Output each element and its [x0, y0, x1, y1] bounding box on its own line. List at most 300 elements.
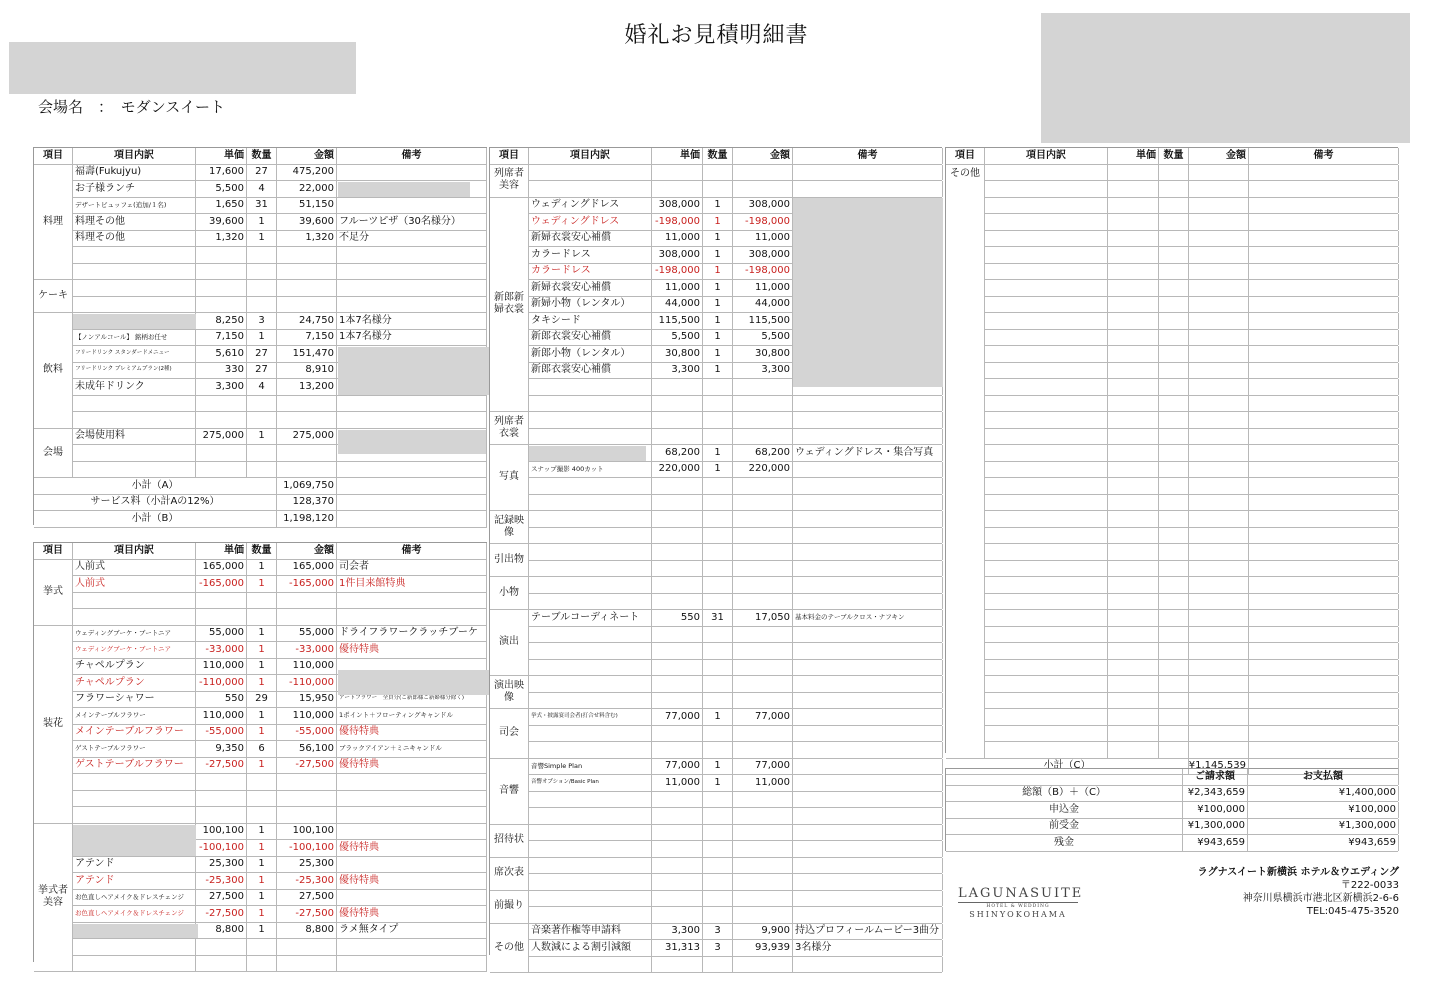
unit-price	[1108, 495, 1159, 511]
table-row	[490, 957, 942, 974]
quantity	[703, 874, 733, 890]
quantity: 1	[247, 626, 277, 642]
item-name	[985, 478, 1108, 494]
table-header-row	[34, 543, 487, 560]
unit-price	[1108, 462, 1159, 478]
item-name	[73, 774, 196, 790]
quantity: 1	[703, 247, 733, 263]
quantity: 6	[247, 741, 277, 757]
unit-price	[196, 791, 247, 807]
amount: 110,000	[277, 708, 337, 724]
table-header-row	[34, 148, 487, 165]
remarks	[1249, 495, 1399, 511]
unit-price	[196, 297, 247, 313]
amount	[733, 181, 793, 197]
quantity	[1159, 379, 1189, 395]
table-row	[946, 379, 1398, 396]
unit-price	[652, 891, 703, 907]
remarks	[1249, 726, 1399, 742]
unit-price	[1108, 247, 1159, 263]
category-label: 席次表	[490, 858, 529, 891]
amount	[277, 807, 337, 823]
unit-price	[1108, 478, 1159, 494]
item-name: 新婦小物（レンタル）	[529, 297, 652, 313]
quantity: 3	[703, 940, 733, 956]
quantity	[1159, 594, 1189, 610]
remarks	[793, 841, 943, 857]
table-row	[946, 693, 1398, 710]
amount	[1189, 660, 1249, 676]
table-row	[34, 939, 487, 956]
amount	[1189, 214, 1249, 230]
item-name	[529, 858, 652, 874]
item-name	[529, 544, 652, 560]
amount	[1189, 346, 1249, 362]
unit-price	[652, 495, 703, 511]
remarks	[1249, 313, 1399, 329]
table-row	[490, 495, 942, 512]
quantity	[247, 280, 277, 296]
table-header-row	[946, 148, 1398, 165]
remarks	[1249, 610, 1399, 626]
table-row	[490, 726, 942, 743]
unit-price	[652, 907, 703, 923]
quantity: 1	[247, 214, 277, 230]
subtotal-value: ¥1,145,539	[1189, 759, 1249, 775]
unit-price	[652, 396, 703, 412]
item-name	[985, 165, 1108, 181]
unit-price	[1108, 528, 1159, 544]
column-header: 項目	[34, 148, 73, 164]
item-name: ゲストテーブルフラワー	[73, 758, 196, 774]
unit-price	[196, 807, 247, 823]
quantity	[247, 956, 277, 972]
remarks	[337, 280, 487, 296]
remarks: 優待特典	[337, 840, 487, 856]
unit-price: 110,000	[196, 708, 247, 724]
remarks: 1件目来館特典	[337, 576, 487, 592]
unit-price	[652, 660, 703, 676]
quantity	[1159, 429, 1189, 445]
amount	[1189, 379, 1249, 395]
remarks: ウェディングドレス・集合写真	[793, 445, 943, 461]
venue-line	[38, 96, 225, 117]
amount: 8,910	[277, 363, 337, 379]
quantity	[703, 544, 733, 560]
amount	[733, 808, 793, 824]
remarks: 1ポイント＋フローティングキャンドル	[337, 708, 487, 724]
column-header: 単価	[1108, 148, 1159, 164]
billed-header: ご請求額	[1183, 769, 1248, 785]
amount: 11,000	[733, 775, 793, 791]
category-label: 飲料	[34, 313, 73, 429]
quantity: 1	[247, 923, 277, 939]
remarks	[793, 891, 943, 907]
unit-price	[652, 643, 703, 659]
unit-price	[1108, 363, 1159, 379]
column-header: 金額	[1189, 148, 1249, 164]
unit-price	[1108, 346, 1159, 362]
amount	[277, 247, 337, 263]
quantity	[1159, 330, 1189, 346]
table-row	[946, 528, 1398, 545]
amount: 44,000	[733, 297, 793, 313]
unit-price	[1108, 379, 1159, 395]
unit-price: 165,000	[196, 560, 247, 576]
quantity	[703, 577, 733, 593]
category-label: 記録映像	[490, 511, 529, 544]
remarks: 優待特典	[337, 873, 487, 889]
quantity: 1	[703, 198, 733, 214]
item-name	[73, 791, 196, 807]
category-label: 新郎新婦衣裳	[490, 198, 529, 413]
amount: 151,470	[277, 346, 337, 362]
amount	[277, 939, 337, 955]
remarks	[1249, 198, 1399, 214]
quantity	[1159, 462, 1189, 478]
redacted-area	[338, 182, 470, 197]
quantity	[247, 609, 277, 625]
remarks	[337, 939, 487, 955]
table-row	[34, 462, 487, 479]
item-name	[985, 610, 1108, 626]
estimate-table-food	[33, 147, 487, 525]
unit-price	[1108, 264, 1159, 280]
remarks	[1249, 709, 1399, 725]
table-row	[34, 214, 487, 231]
subtotal-label: 小計（B）	[34, 511, 277, 527]
amount: 115,500	[733, 313, 793, 329]
unit-price: 8,800	[196, 923, 247, 939]
amount	[1189, 231, 1249, 247]
redacted-customer-block	[9, 42, 356, 94]
estimate-table-other	[945, 147, 1398, 771]
remarks	[1249, 396, 1399, 412]
item-name	[985, 181, 1108, 197]
amount	[277, 280, 337, 296]
unit-price	[652, 412, 703, 428]
amount	[277, 396, 337, 412]
quantity: 27	[247, 363, 277, 379]
table-row	[490, 924, 942, 941]
amount	[733, 396, 793, 412]
remarks	[1249, 544, 1399, 560]
amount: -165,000	[277, 576, 337, 592]
amount: 77,000	[733, 709, 793, 725]
item-name	[73, 956, 196, 972]
amount	[733, 544, 793, 560]
category-label: 写真	[490, 445, 529, 511]
quantity	[247, 445, 277, 461]
item-name: フリードリンク スタンダードメニュー	[73, 346, 196, 362]
unit-price	[652, 165, 703, 181]
remarks	[1249, 297, 1399, 313]
redacted-area	[529, 446, 646, 461]
remarks	[793, 643, 943, 659]
item-name	[529, 478, 652, 494]
quantity	[247, 807, 277, 823]
remarks	[793, 957, 943, 973]
amount	[1189, 297, 1249, 313]
redacted-area	[73, 314, 196, 329]
amount: 93,939	[733, 940, 793, 956]
remarks	[1249, 247, 1399, 263]
quantity	[1159, 627, 1189, 643]
amount	[1189, 693, 1249, 709]
table-row	[946, 742, 1398, 759]
table-row	[946, 165, 1398, 182]
table-row	[490, 940, 942, 957]
quantity	[703, 379, 733, 395]
table-row	[490, 825, 942, 842]
column-header: 項目内訳	[529, 148, 652, 164]
unit-price: 68,200	[652, 445, 703, 461]
quantity: 1	[247, 708, 277, 724]
unit-price: 7,150	[196, 330, 247, 346]
item-name	[985, 330, 1108, 346]
item-name	[985, 214, 1108, 230]
amount	[1189, 594, 1249, 610]
unit-price	[196, 774, 247, 790]
table-row	[490, 693, 942, 710]
summary-row	[946, 786, 1398, 803]
remarks	[793, 396, 943, 412]
quantity: 1	[247, 659, 277, 675]
quantity	[1159, 165, 1189, 181]
amount	[277, 593, 337, 609]
item-name	[529, 693, 652, 709]
quantity: 29	[247, 692, 277, 708]
column-header: 金額	[733, 148, 793, 164]
unit-price: 115,500	[652, 313, 703, 329]
item-name	[985, 346, 1108, 362]
table-row	[946, 495, 1398, 512]
amount	[733, 165, 793, 181]
amount: -100,100	[277, 840, 337, 856]
amount	[1189, 412, 1249, 428]
table-row	[490, 874, 942, 891]
unit-price: -198,000	[652, 264, 703, 280]
table-row	[34, 609, 487, 626]
paid-amount: ¥1,300,000	[1248, 819, 1399, 835]
quantity: 1	[247, 231, 277, 247]
amount	[1189, 742, 1249, 758]
table-row	[490, 775, 942, 792]
quantity: 1	[247, 642, 277, 658]
table-row	[34, 857, 487, 874]
unit-price: -33,000	[196, 642, 247, 658]
summary-row	[946, 835, 1398, 852]
amount	[733, 792, 793, 808]
remarks: 優待特典	[337, 725, 487, 741]
unit-price	[1108, 429, 1159, 445]
quantity	[703, 528, 733, 544]
item-name	[73, 807, 196, 823]
summary-label: 前受金	[946, 819, 1183, 835]
unit-price: 25,300	[196, 857, 247, 873]
table-row	[34, 774, 487, 791]
unit-price: 55,000	[196, 626, 247, 642]
amount: 475,200	[277, 165, 337, 181]
unit-price: 220,000	[652, 462, 703, 478]
amount: -110,000	[277, 675, 337, 691]
remarks	[337, 857, 487, 873]
item-name: 料理その他	[73, 214, 196, 230]
unit-price: 5,500	[196, 181, 247, 197]
table-row	[490, 676, 942, 693]
amount	[733, 693, 793, 709]
item-name	[529, 429, 652, 445]
summary-blank	[946, 769, 1183, 785]
item-name	[529, 660, 652, 676]
item-name	[985, 660, 1108, 676]
table-row	[490, 841, 942, 858]
unit-price	[196, 412, 247, 428]
quantity: 1	[703, 214, 733, 230]
amount: 22,000	[277, 181, 337, 197]
table-row	[946, 660, 1398, 677]
item-name: 音楽著作権等申請料	[529, 924, 652, 940]
unit-price	[652, 742, 703, 758]
item-name	[529, 528, 652, 544]
amount	[1189, 577, 1249, 593]
quantity	[1159, 610, 1189, 626]
item-name: ウェディングドレス	[529, 214, 652, 230]
quantity: 1	[247, 857, 277, 873]
unit-price	[1108, 594, 1159, 610]
quantity	[703, 825, 733, 841]
quantity	[703, 907, 733, 923]
quantity	[1159, 544, 1189, 560]
unit-price: 77,000	[652, 759, 703, 775]
amount	[733, 726, 793, 742]
quantity	[703, 792, 733, 808]
column-header: 備考	[1249, 148, 1399, 164]
table-row	[490, 478, 942, 495]
table-row	[946, 429, 1398, 446]
remarks	[1249, 462, 1399, 478]
quantity: 1	[703, 313, 733, 329]
unit-price	[1108, 165, 1159, 181]
item-name: 新婦衣裳安心補償	[529, 280, 652, 296]
amount	[1189, 429, 1249, 445]
remarks	[337, 297, 487, 313]
item-name	[529, 841, 652, 857]
unit-price: 27,500	[196, 890, 247, 906]
category-label: 音響	[490, 759, 529, 825]
quantity	[247, 412, 277, 428]
item-name	[529, 165, 652, 181]
column-header: 数量	[247, 148, 277, 164]
table-row	[34, 791, 487, 808]
redacted-area	[338, 430, 486, 455]
item-name	[529, 577, 652, 593]
subtotal-row	[34, 495, 487, 512]
amount	[733, 594, 793, 610]
unit-price: 5,500	[652, 330, 703, 346]
category-label: 挙式者美容	[34, 824, 73, 973]
item-name	[985, 726, 1108, 742]
summary-label: 残金	[946, 835, 1183, 851]
amount: 17,050	[733, 610, 793, 626]
table-row	[490, 462, 942, 479]
table-row	[34, 576, 487, 593]
table-row	[490, 165, 942, 182]
unit-price: 77,000	[652, 709, 703, 725]
item-name: カラードレス	[529, 247, 652, 263]
remarks	[793, 874, 943, 890]
unit-price: 1,320	[196, 231, 247, 247]
unit-price: 5,610	[196, 346, 247, 362]
table-row	[490, 594, 942, 611]
item-name	[985, 363, 1108, 379]
unit-price: -165,000	[196, 576, 247, 592]
unit-price	[652, 676, 703, 692]
amount	[1189, 511, 1249, 527]
item-name: メインテーブルフラワー	[73, 725, 196, 741]
column-header: 項目	[946, 148, 985, 164]
amount	[1189, 445, 1249, 461]
amount	[1189, 396, 1249, 412]
table-row	[946, 478, 1398, 495]
subtotal-row	[34, 478, 487, 495]
summary-row	[946, 819, 1398, 836]
item-name: チャペルプラン	[73, 659, 196, 675]
quantity	[1159, 198, 1189, 214]
unit-price: 110,000	[196, 659, 247, 675]
amount: 275,000	[277, 429, 337, 445]
company-logo	[958, 886, 1084, 919]
table-row	[490, 660, 942, 677]
table-row	[946, 561, 1398, 578]
item-name	[985, 577, 1108, 593]
item-name	[985, 264, 1108, 280]
table-row	[34, 593, 487, 610]
item-name	[985, 643, 1108, 659]
category-label: 列席者美容	[490, 165, 529, 198]
subtotal-value: 1,069,750	[277, 478, 337, 494]
quantity: 1	[703, 264, 733, 280]
quantity	[1159, 396, 1189, 412]
remarks	[793, 709, 943, 725]
table-row	[946, 610, 1398, 627]
payment-summary-table	[945, 768, 1398, 851]
table-row	[34, 873, 487, 890]
table-row	[490, 610, 942, 627]
quantity: 1	[703, 709, 733, 725]
amount	[1189, 528, 1249, 544]
column-header: 数量	[703, 148, 733, 164]
amount	[277, 774, 337, 790]
item-name: アテンド	[73, 873, 196, 889]
column-header: 単価	[196, 148, 247, 164]
amount	[1189, 610, 1249, 626]
amount: 56,100	[277, 741, 337, 757]
quantity	[703, 693, 733, 709]
amount	[733, 495, 793, 511]
table-row	[946, 181, 1398, 198]
amount	[1189, 198, 1249, 214]
quantity	[703, 726, 733, 742]
remarks	[1249, 264, 1399, 280]
company-tel: TEL:045-475-3520	[1306, 906, 1399, 917]
quantity: 4	[247, 181, 277, 197]
remarks	[1249, 445, 1399, 461]
remarks	[337, 890, 487, 906]
unit-price	[1108, 198, 1159, 214]
table-row	[946, 214, 1398, 231]
paid-amount: ¥100,000	[1248, 802, 1399, 818]
